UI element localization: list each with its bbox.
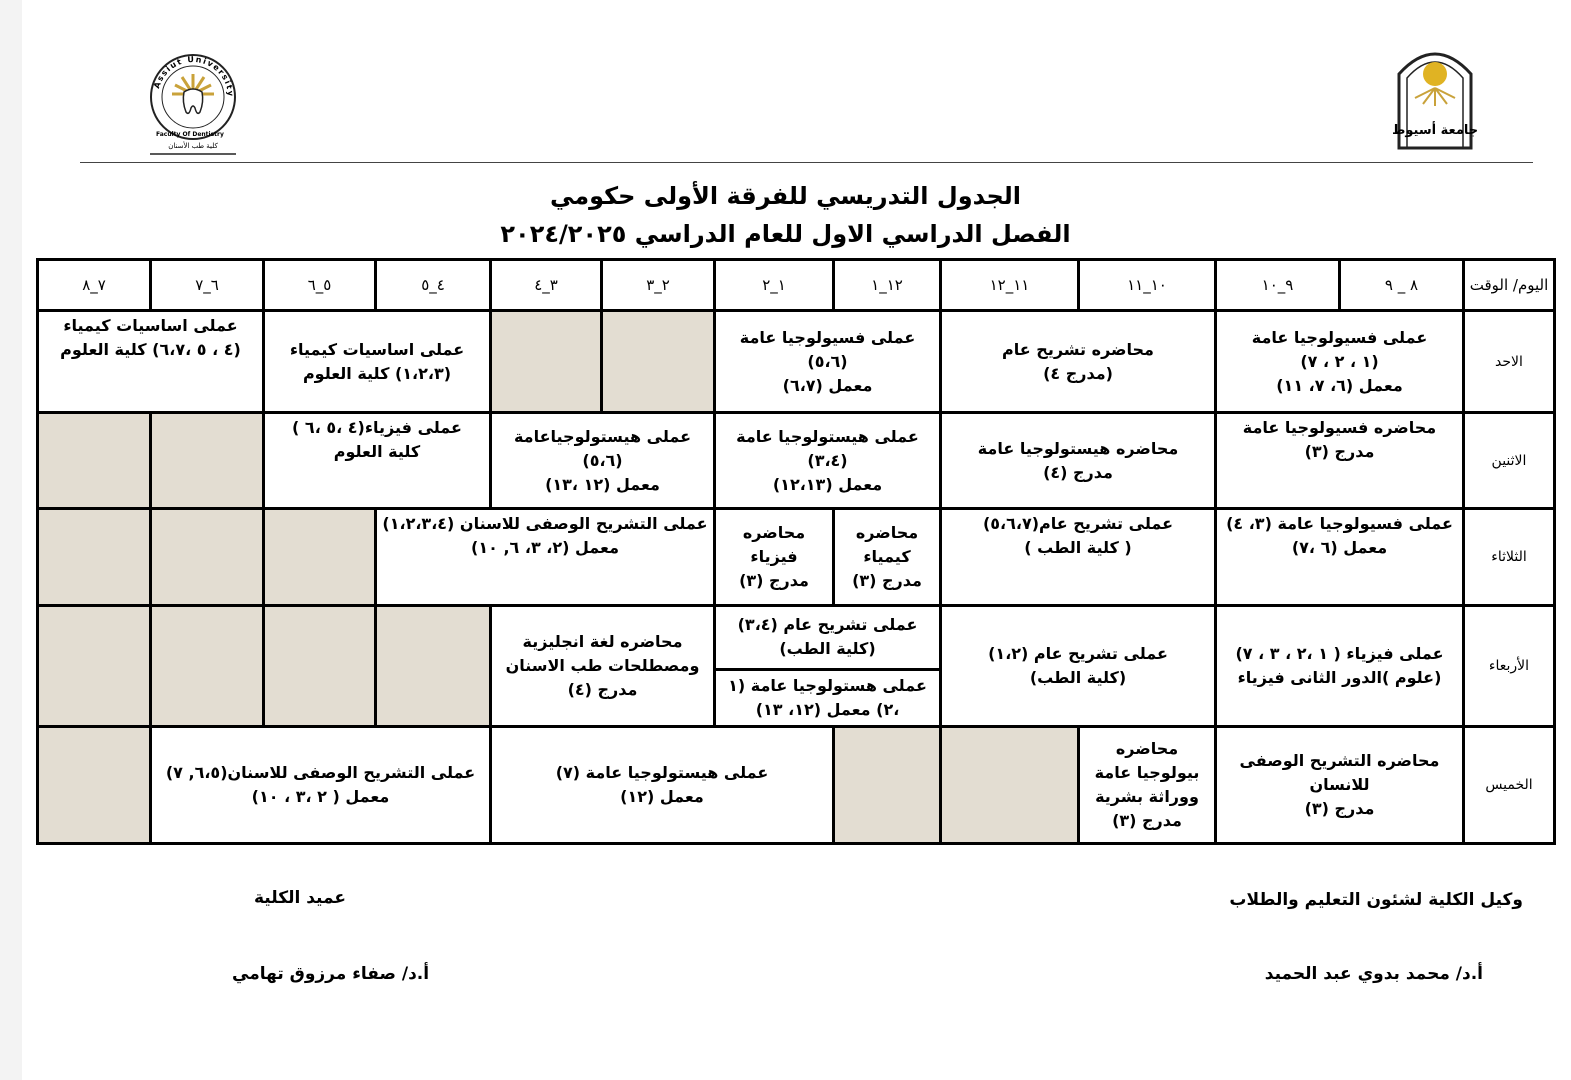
empty-slot [38,605,151,727]
schedule-cell: عملى هيستولوجيا عامة (٣،٤) معمل (١٢،١٣) [715,412,941,508]
day-label: الخميس [1464,727,1555,844]
time-header: ٨ _ ٩ [1340,260,1464,311]
schedule-cell: محاضره لغة انجليزية ومصطلحات طب الاسنان مدرج (٤) [491,605,715,727]
schedule-cell: محاضره بيولوجيا عامة ووراثة بشرية مدرج (٣) [1079,727,1216,844]
time-header: ٦_٧ [151,260,264,311]
schedule-cell: عملى فيزياء(٤ ،٥ ،٦ ) كلية العلوم [264,412,491,508]
schedule-cell: عملى اساسيات كيمياء (٤ ، ٥ ،٦،٧) كلية العلوم [38,311,264,413]
vice-dean-name: أ.د/ محمد بدوي عبد الحميد [1264,964,1483,984]
day-label: الثلاثاء [1464,509,1555,605]
schedule-cell: محاضره كيمياء مدرج (٣) [834,509,941,605]
empty-slot [38,509,151,605]
empty-slot [151,412,264,508]
schedule-cell: محاضره هيستولوجيا عامة مدرج (٤) [941,412,1216,508]
schedule-cell: محاضره تشريح عام (مدرج ٤) [941,311,1216,413]
svg-text:جامعة أسيوط: جامعة أسيوط [1393,123,1477,138]
page-edge [0,0,22,1080]
day-label: الأربعاء [1464,605,1555,727]
svg-text:Faculty Of Dentistry: Faculty Of Dentistry [156,131,224,138]
dean-title: عميد الكلية [254,888,346,908]
schedule-cell: عملى اساسيات كيمياء (١،٢،٣) كلية العلوم [264,311,491,413]
schedule-cell: محاضره فسيولوجيا عامة مدرج (٣) [1216,412,1464,508]
header-divider [80,162,1533,163]
page-subtitle: الفصل الدراسي الاول للعام الدراسي ٢٠٢٤/٢٠٢٥ [500,220,1071,248]
corner-header: اليوم/ الوقت [1464,260,1555,311]
time-header: ٥_٦ [264,260,376,311]
assiut-university-logo-icon [1393,40,1477,152]
page-title: الجدول التدريسي للفرقة الأولى حكومي [549,182,1022,210]
empty-slot [602,311,715,413]
svg-text:كلية طب الأسنان: كلية طب الأسنان [168,142,218,150]
time-header: ٤_٥ [376,260,491,311]
day-row-tuesday [38,509,1555,605]
day-label: الاحد [1464,311,1555,413]
schedule-cell: عملى فسيولوجيا عامة (٣، ٤) معمل (٦ ،٧) [1216,509,1464,605]
svg-text:Assiut University: Assiut University [152,54,236,98]
schedule-cell: عملى فسيولوجيا عامة (٥،٦) معمل (٦،٧) [715,311,941,413]
empty-slot [151,509,264,605]
empty-slot [38,412,151,508]
schedule-cell: عملى فيزياء ( ١ ،٢ ، ٣ ، ٧) (علوم )الدور الثانى فيزياء [1216,605,1464,727]
schedule-cell: عملى تشريح عام (٣،٤) (كلية الطب) [715,605,941,669]
empty-slot [38,727,151,844]
time-header: ٣_٤ [491,260,602,311]
time-header: ١_٢ [715,260,834,311]
day-row-sunday [38,311,1555,413]
time-header: ١١_١٢ [941,260,1079,311]
dentistry-faculty-logo-icon [146,50,240,162]
schedule-cell: عملى هيستولوجياعامة (٥،٦) معمل (١٢ ،١٣) [491,412,715,508]
empty-slot [264,605,376,727]
schedule-cell: محاضره فيزياء مدرج (٣) [715,509,834,605]
header-row [38,260,1555,311]
time-header: ٧_٨ [38,260,151,311]
schedule-cell: عملى هيستولوجيا عامة (٧) معمل (١٢) [491,727,834,844]
vice-dean-title: وكيل الكلية لشئون التعليم والطلاب [1229,890,1523,910]
schedule-cell: عملى التشريح الوصفى للاسنان (١،٢،٣،٤) معمل (٢، ٣، ٦, ١٠) [376,509,715,605]
time-header: ١٠_١١ [1079,260,1216,311]
day-row-monday [38,412,1555,508]
empty-slot [376,605,491,727]
time-header: ١٢_١ [834,260,941,311]
schedule-table [36,258,1556,845]
schedule-cell: عملى فسيولوجيا عامة (١ ، ٢ ، ٧) معمل (٦، ٧، ١١) [1216,311,1464,413]
empty-slot [151,605,264,727]
day-row-wednesday [38,605,1555,669]
empty-slot [491,311,602,413]
empty-slot [834,727,941,844]
day-label: الاثنين [1464,412,1555,508]
empty-slot [264,509,376,605]
time-header: ٢_٣ [602,260,715,311]
schedule-cell: عملى تشريح عام(٥،٦،٧) ( كلية الطب ) [941,509,1216,605]
schedule-cell: عملى التشريح الوصفى للاسنان(٦،٥, ٧) معمل ( ٢ ،٣ ، ١٠) [151,727,491,844]
dean-name: أ.د/ صفاء مرزوق تهامي [232,964,430,984]
schedule-cell: محاضره التشريح الوصفى للانسان مدرج (٣) [1216,727,1464,844]
schedule-cell: عملى تشريح عام (١،٢) (كلية الطب) [941,605,1216,727]
empty-slot [941,727,1079,844]
time-header: ٩_١٠ [1216,260,1340,311]
day-row-thursday [38,727,1555,844]
schedule-cell: عملى هستولوجيا عامة (١ ،٢) معمل (١٢، ١٣) [715,670,941,727]
